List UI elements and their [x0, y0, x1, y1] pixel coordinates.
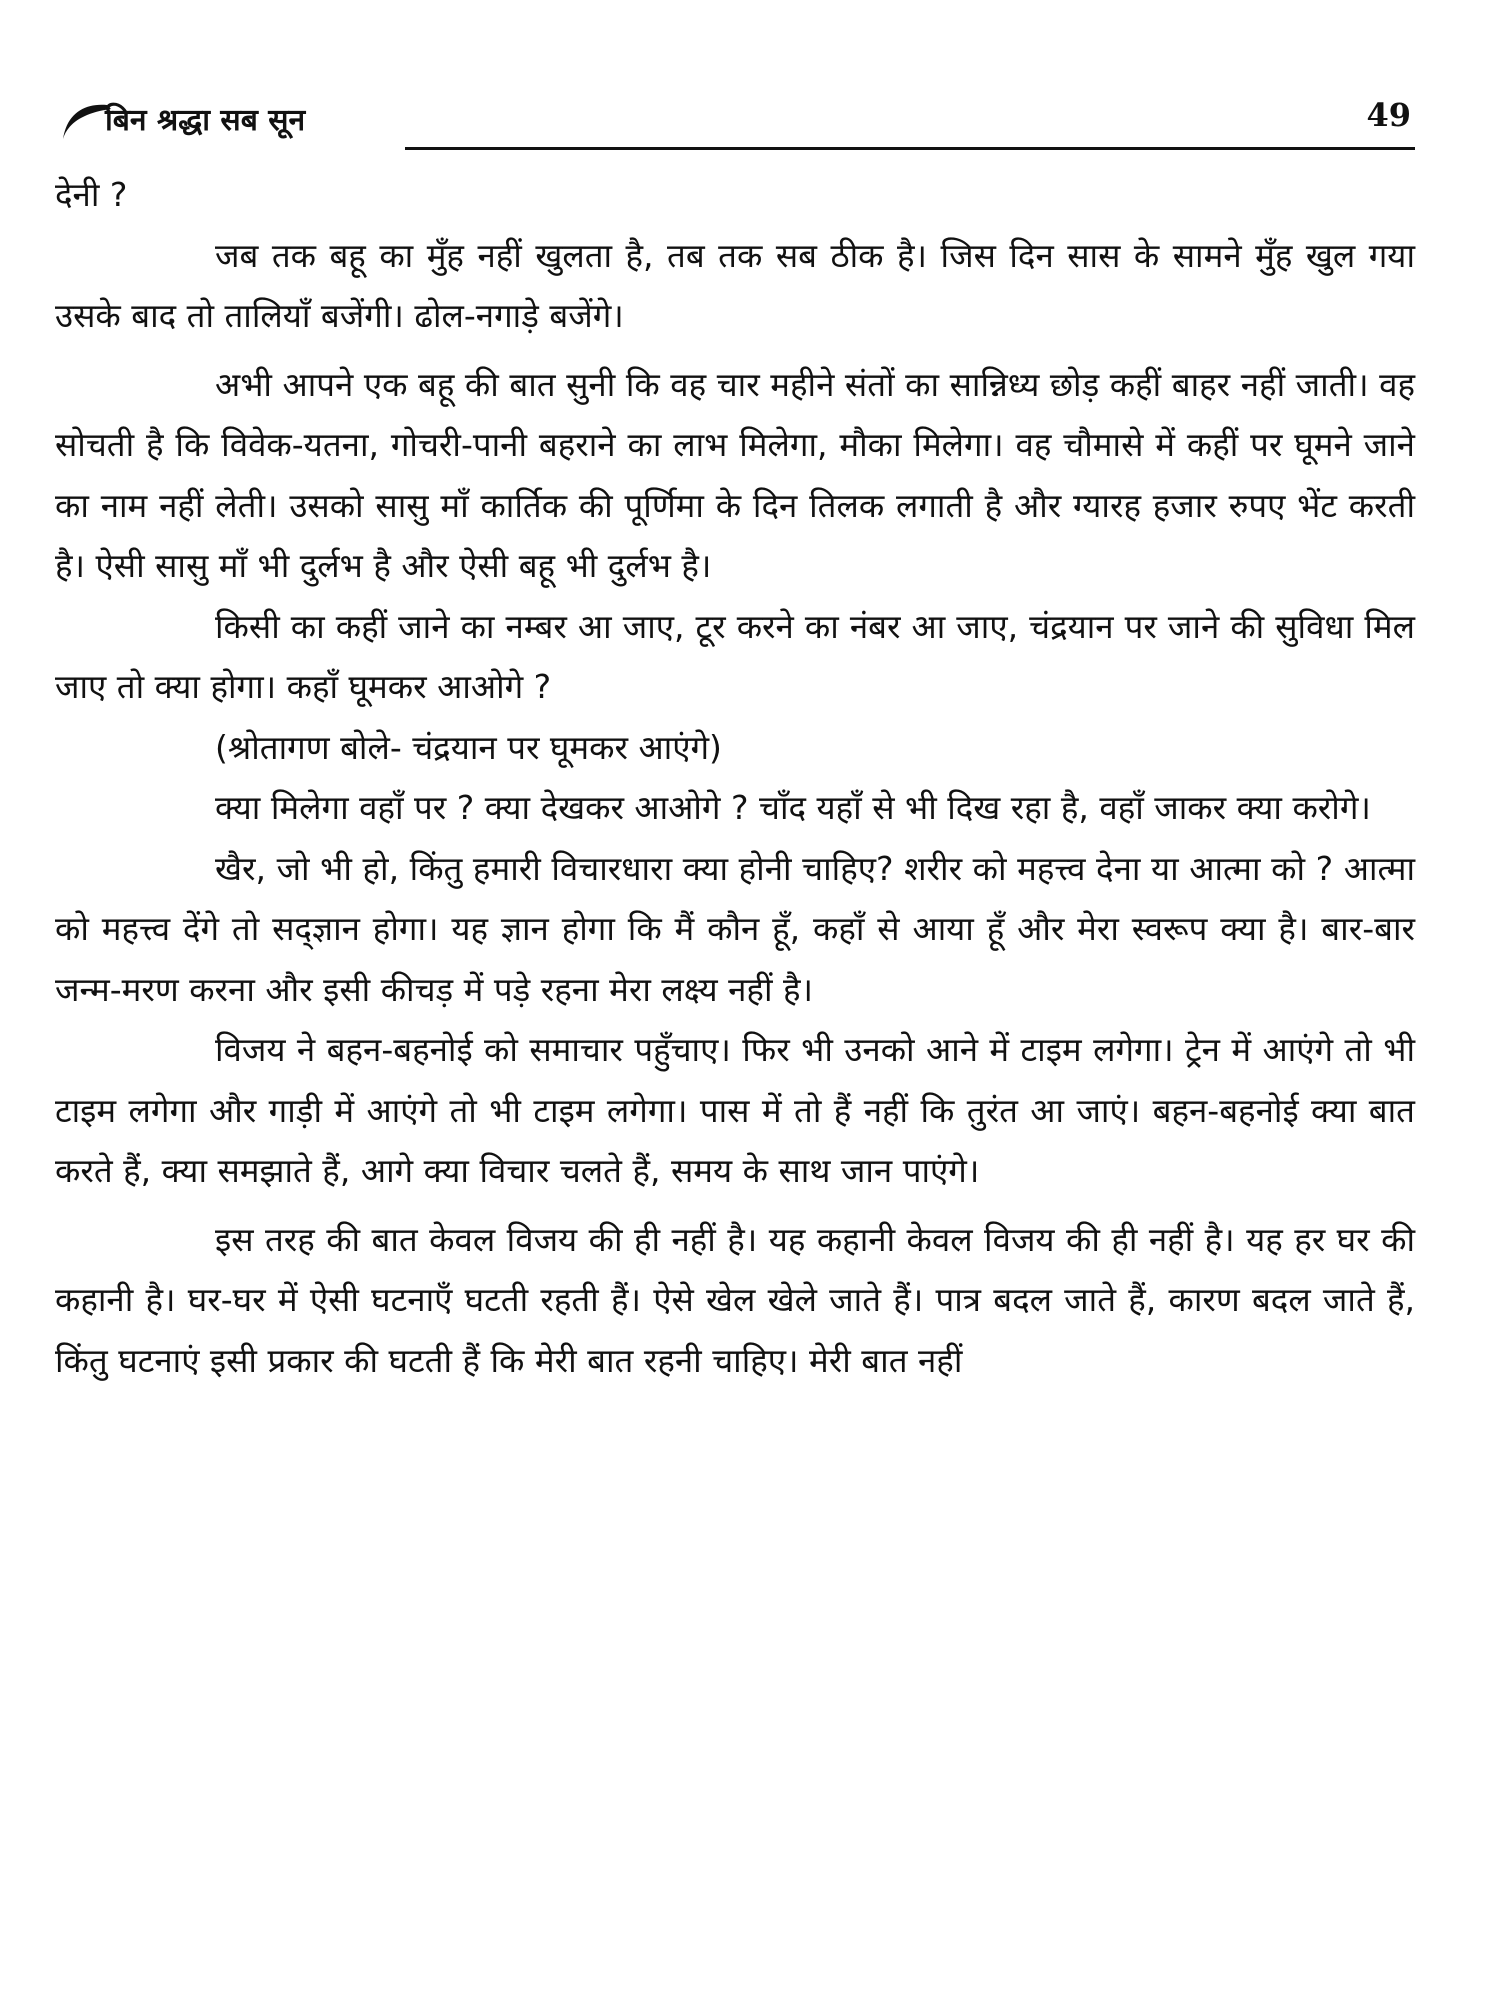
paragraph-6: क्या मिलेगा वहाँ पर ? क्या देखकर आओगे ? चाँद यहाँ से भी दिख रहा है, वहाँ जाकर क्या करोगे।	[215, 788, 1371, 827]
body-text	[55, 165, 1415, 1391]
running-header	[55, 95, 1415, 155]
paragraph-4: किसी का कहीं जाने का नम्बर आ जाए, टूर करने का नंबर आ जाए, चंद्रयान पर जाने की सुविधा मिल जाए तो क्या होगा। कहाँ घूमकर आओगे ?	[55, 606, 1415, 706]
page-number: 49	[1366, 96, 1411, 134]
paragraph-5: (श्रोतागण बोले- चंद्रयान पर घूमकर आएंगे)	[215, 727, 722, 767]
paragraph-3: अभी आपने एक बहू की बात सुनी कि वह चार महीने संतों का सान्निध्य छोड़ कहीं बाहर नहीं जाती। वह सोचती है कि विवेक-यतना, गोचरी-पानी बहराने का लाभ मिलेगा, मौका मिलेगा। वह चौमासे में कहीं पर घूमने जाने का नाम नहीं लेती। उसको सासु माँ कार्तिक की पूर्णिमा के दिन तिलक लगाती है और ग्यारह हजार रुपए भेंट करती है। ऐसी सासु माँ भी दुर्लभ है और ऐसी बहू भी दुर्लभ है।	[55, 364, 1415, 585]
header-rule	[405, 147, 1415, 150]
paragraph-8: विजय ने बहन-बहनोई को समाचार पहुँचाए। फिर भी उनको आने में टाइम लगेगा। ट्रेन में आएंगे तो भी टाइम लगेगा और गाड़ी में आएंगे तो भी टाइम लगेगा। पास में तो हैं नहीं कि तुरंत आ जाएं। बहन-बहनोई क्या बात करते हैं, क्या समझाते हैं, आगे क्या विचार चलते हैं, समय के साथ जान पाएंगे।	[55, 1030, 1415, 1190]
paragraph-2: जब तक बहू का मुँह नहीं खुलता है, तब तक सब ठीक है। जिस दिन सास के सामने मुँह खुल गया उसके बाद तो तालियाँ बजेंगी। ढोल-नगाड़े बजेंगे।	[55, 235, 1415, 335]
paragraph-1: देनी ?	[55, 175, 128, 214]
paragraph-7: खैर, जो भी हो, किंतु हमारी विचारधारा क्या होनी चाहिए? शरीर को महत्त्व देना या आत्मा को ? आत्मा को महत्त्व देंगे तो सद्ज्ञान होगा। यह ज्ञान होगा कि मैं कौन हूँ, कहाँ से आया हूँ और मेरा स्वरूप क्या है। बार-बार जन्म-मरण करना और इसी कीचड़ में पड़े रहना मेरा लक्ष्य नहीं है।	[55, 848, 1415, 1009]
running-title: बिन श्रद्धा सब सून	[105, 103, 306, 138]
paragraph-9: इस तरह की बात केवल विजय की ही नहीं है। यह कहानी केवल विजय की ही नहीं है। यह हर घर की कहानी है। घर-घर में ऐसी घटनाएँ घटती रहती हैं। ऐसे खेल खेले जाते हैं। पात्र बदल जाते हैं, कारण बदल जाते हैं, किंतु घटनाएं इसी प्रकार की घटती हैं कि मेरी बात रहनी चाहिए। मेरी बात नहीं	[55, 1219, 1415, 1380]
